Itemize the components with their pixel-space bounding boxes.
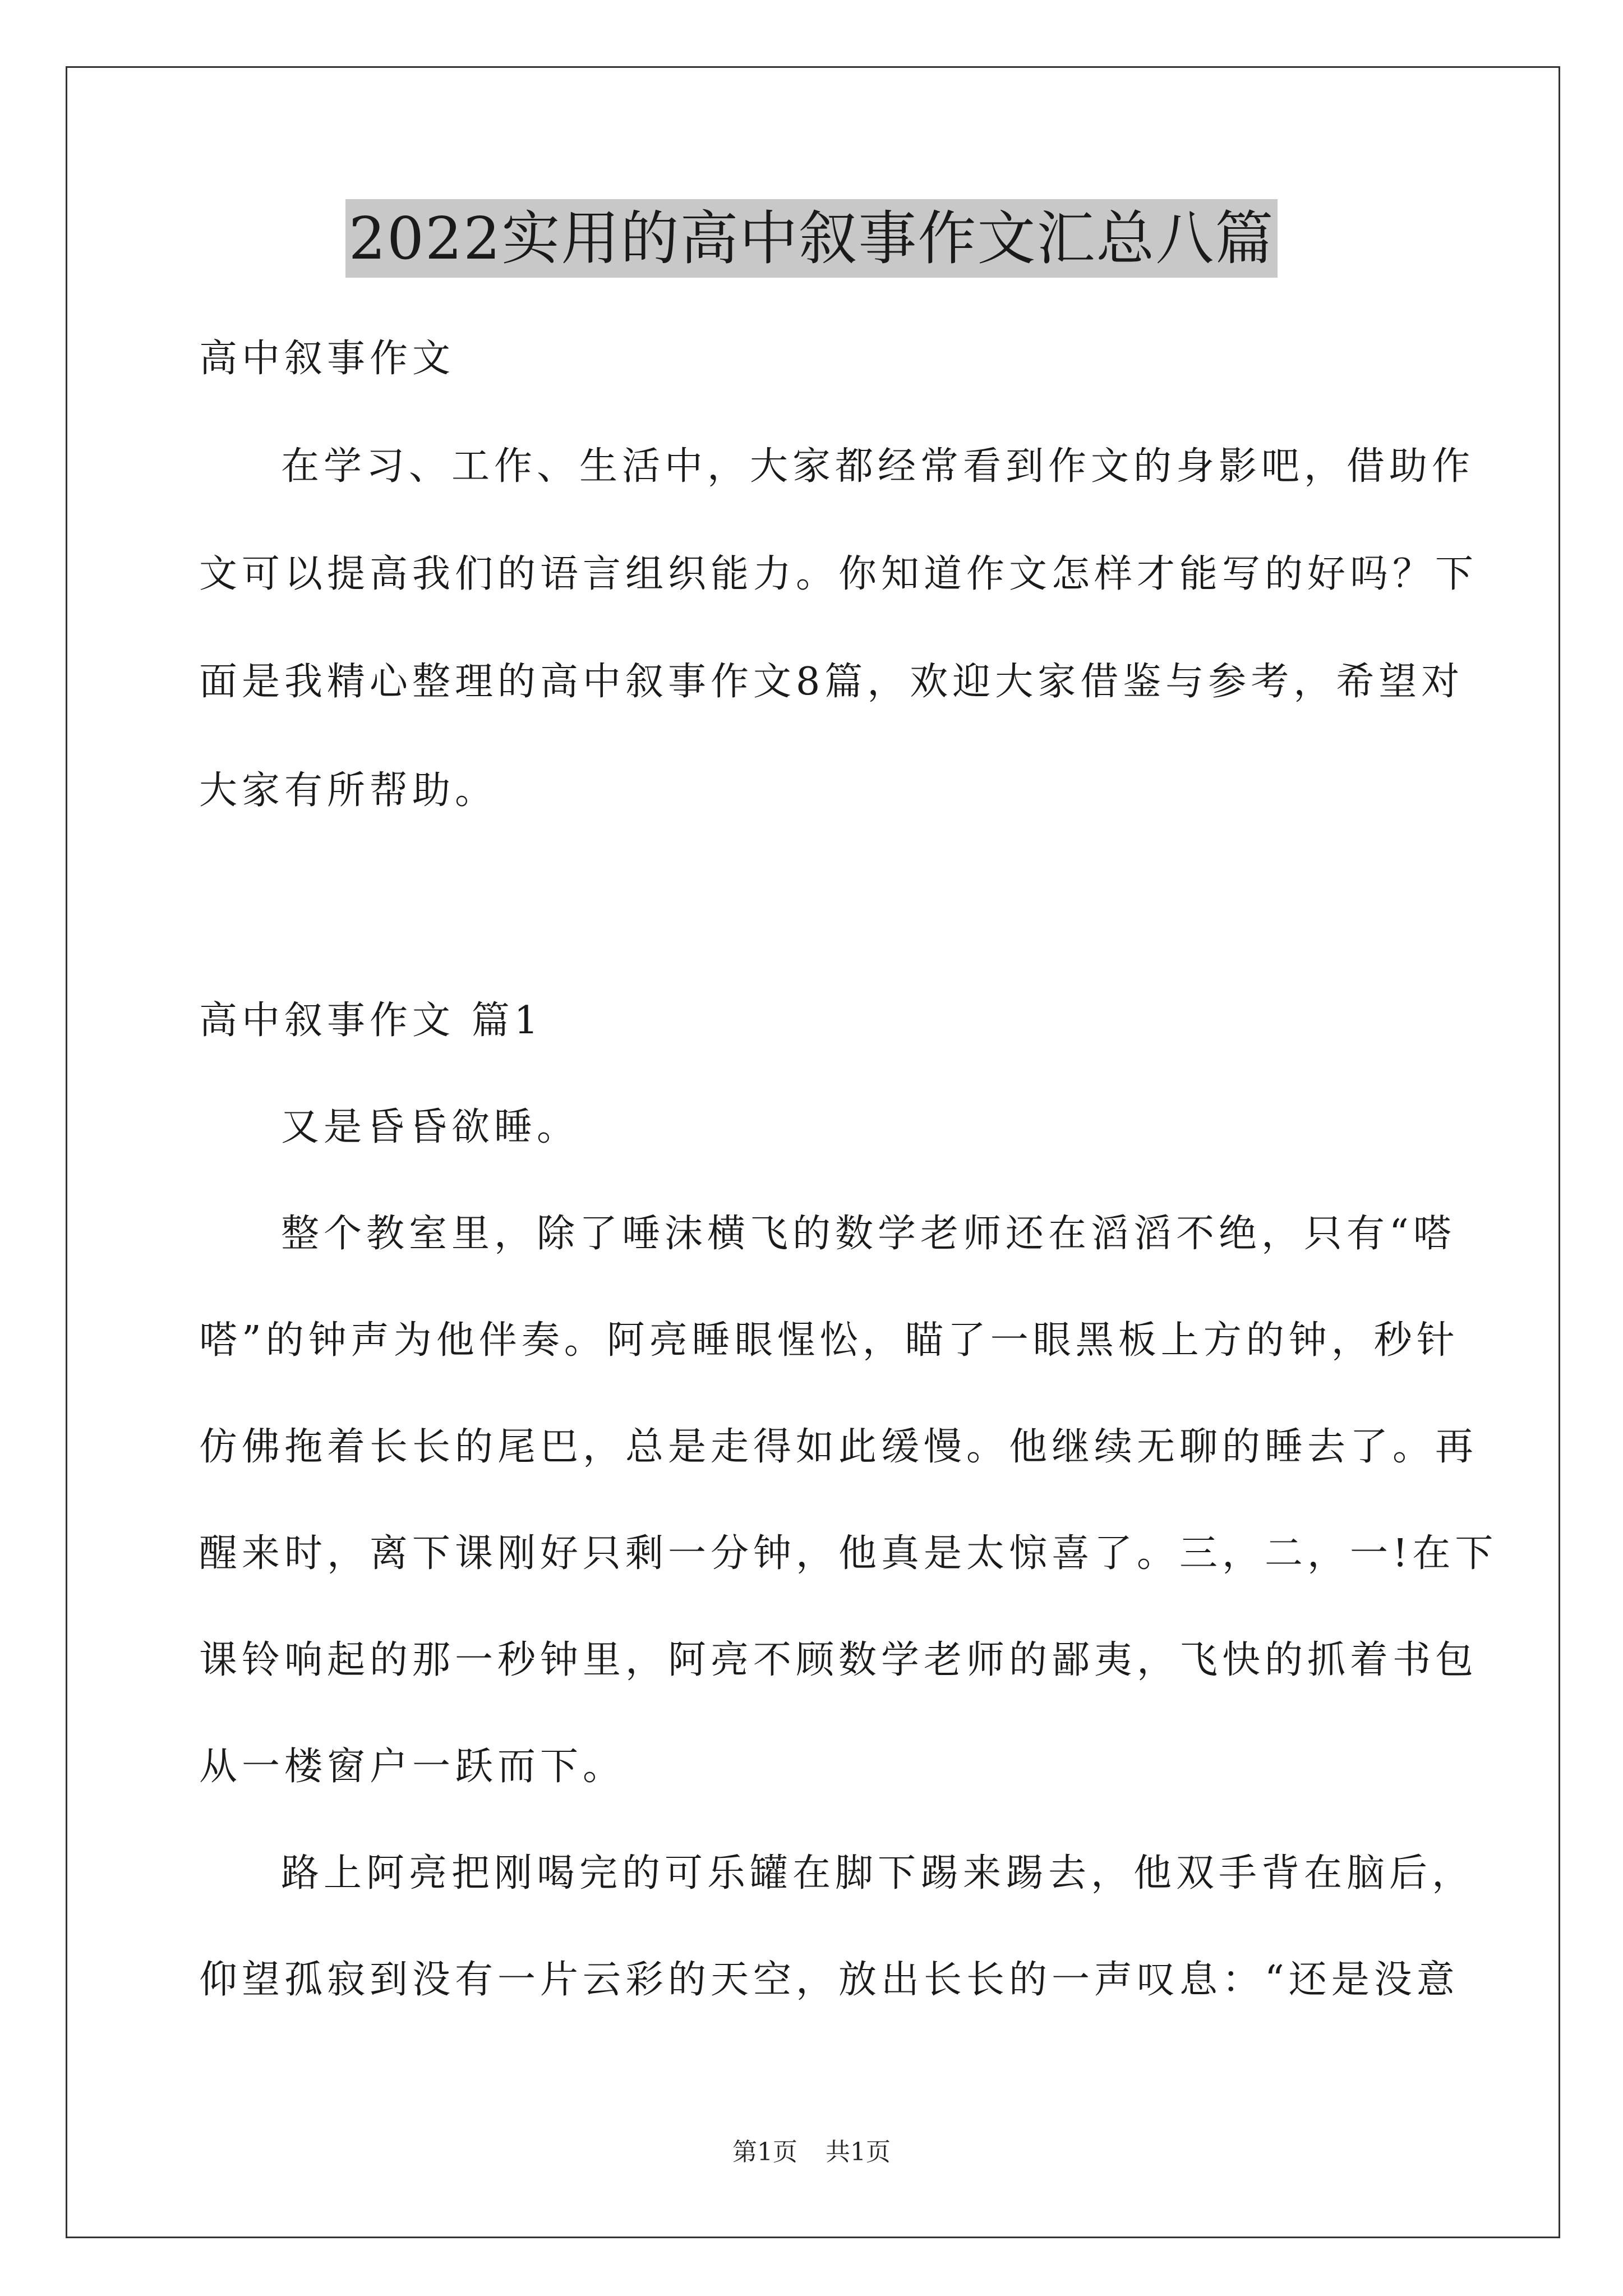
paragraph-line: 醒来时，离下课刚好只剩一分钟，他真是太惊喜了。三，二，一!在下	[199, 1531, 1498, 1576]
paragraph-line: 仿佛拖着长长的尾巴，总是走得如此缓慢。他继续无聊的睡去了。再	[199, 1425, 1478, 1469]
page-number: 第1页	[732, 2138, 797, 2166]
page-total: 共1页	[826, 2138, 891, 2166]
page-footer	[0, 2132, 1623, 2168]
intro-line: 文可以提高我们的语言组织能力。你知道作文怎样才能写的好吗？下	[199, 552, 1478, 596]
document-title: 2022实用的高中叙事作文汇总八篇	[345, 199, 1278, 278]
intro-heading: 高中叙事作文	[199, 337, 455, 381]
paragraph-line: 路上阿亮把刚喝完的可乐罐在脚下踢来踢去，他双手背在脑后，	[281, 1851, 1475, 1895]
intro-line: 大家有所帮助。	[199, 769, 498, 813]
paragraph-line: 又是昏昏欲睡。	[281, 1105, 580, 1149]
paragraph-line: 整个教室里，除了唾沫横飞的数学老师还在滔滔不绝，只有“嗒	[281, 1212, 1456, 1256]
intro-line: 面是我精心整理的高中叙事作文8篇，欢迎大家借鉴与参考，希望对	[199, 660, 1464, 704]
paragraph-line: 仰望孤寂到没有一片云彩的天空，放出长长的一声叹息：“还是没意	[199, 1958, 1459, 2002]
page-border	[66, 66, 1560, 2238]
paragraph-line: 嗒”的钟声为他伴奏。阿亮睡眼惺忪，瞄了一眼黑板上方的钟，秒针	[199, 1318, 1459, 1363]
paragraph-line: 课铃响起的那一秒钟里，阿亮不顾数学老师的鄙夷，飞快的抓着书包	[199, 1638, 1478, 1682]
title-container	[0, 199, 1623, 278]
section-heading: 高中叙事作文 篇1	[199, 999, 543, 1043]
intro-line: 在学习、工作、生活中，大家都经常看到作文的身影吧，借助作	[281, 444, 1475, 489]
paragraph-line: 从一楼窗户一跃而下。	[199, 1745, 626, 1789]
